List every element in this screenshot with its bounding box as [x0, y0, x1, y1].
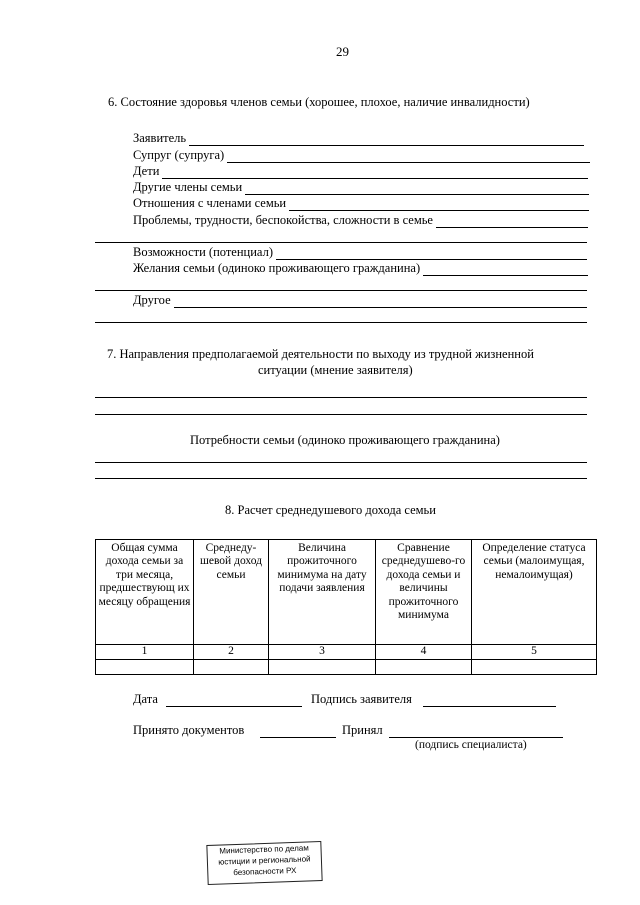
spouse-label: Супруг (супруга): [133, 148, 225, 162]
other-members-field[interactable]: [133, 180, 589, 195]
col-family-status: Определение статуса семьи (малоимущая, немалоимущая): [472, 540, 597, 645]
col-subsistence-minimum: Величина прожиточного минимума на дату подачи заявления: [269, 540, 376, 645]
page-number: 29: [336, 44, 349, 59]
signature-label: Подпись заявителя: [311, 692, 412, 706]
wishes-field[interactable]: [133, 261, 588, 276]
date-label: Дата: [133, 692, 158, 706]
table-cell[interactable]: [269, 660, 376, 675]
table-header-row: [96, 540, 597, 645]
docs-line[interactable]: [260, 737, 336, 738]
section6-title: 6. Состояние здоровья членов семьи (хорошее, плохое, наличие инвалидности): [108, 95, 530, 109]
section7-title-line1: 7. Направления предполагаемой деятельности по выходу из трудной жизненной: [107, 347, 534, 361]
relations-label: Отношения с членами семьи: [133, 196, 287, 210]
applicant-label: Заявитель: [133, 131, 187, 145]
accepted-label: Принял: [342, 723, 383, 737]
col-total-income: Общая сумма дохода семьи за три месяца, предшествующ их месяцу обращения: [96, 540, 194, 645]
wishes-continuation-line[interactable]: [95, 290, 587, 291]
col-number: 4: [376, 645, 472, 660]
applicant-field[interactable]: [133, 131, 584, 146]
table-cell[interactable]: [96, 660, 194, 675]
docs-label: Принято документов: [133, 723, 245, 737]
col-number: 3: [269, 645, 376, 660]
signature-line[interactable]: [423, 706, 556, 707]
problems-field[interactable]: [133, 213, 588, 228]
section7-title-line2: ситуации (мнение заявителя): [258, 363, 413, 377]
col-comparison: Сравнение среднедушево-го дохода семьи и величины прожиточного минимума: [376, 540, 472, 645]
date-line[interactable]: [166, 706, 302, 707]
children-field[interactable]: [133, 164, 588, 179]
capabilities-field[interactable]: [133, 245, 587, 260]
needs-answer-line-2[interactable]: [95, 478, 587, 479]
table-number-row: [96, 645, 597, 660]
table-row: [96, 660, 597, 675]
section7-answer-line-2[interactable]: [95, 414, 587, 415]
wishes-label: Желания семьи (одиноко проживающего гражданина): [133, 261, 421, 275]
other-members-label: Другие члены семьи: [133, 180, 243, 194]
col-number: 1: [96, 645, 194, 660]
section7-answer-line-1[interactable]: [95, 397, 587, 398]
capabilities-label: Возможности (потенциал): [133, 245, 273, 259]
table-cell[interactable]: [194, 660, 269, 675]
col-number: 5: [472, 645, 597, 660]
section8-title: 8. Расчет среднедушевого дохода семьи: [225, 503, 436, 517]
income-calculation-table: [95, 539, 597, 675]
stamp-line-1: Министерство по делам: [219, 843, 309, 856]
other-field[interactable]: [133, 293, 587, 308]
spouse-field[interactable]: [133, 148, 590, 163]
relations-field[interactable]: [133, 196, 589, 211]
stamp-line-3: безопасности РХ: [233, 865, 297, 878]
problems-continuation-line[interactable]: [95, 242, 587, 243]
needs-answer-line-1[interactable]: [95, 462, 587, 463]
problems-label: Проблемы, трудности, беспокойства, сложности в семье: [133, 213, 433, 227]
table-cell[interactable]: [376, 660, 472, 675]
col-number: 2: [194, 645, 269, 660]
ministry-stamp: [206, 841, 322, 885]
stamp-line-2: юстиции и региональной: [218, 854, 311, 867]
accepted-line[interactable]: [389, 737, 563, 738]
needs-heading: Потребности семьи (одиноко проживающего гражданина): [190, 433, 500, 447]
col-per-capita-income: Среднеду-шевой доход семьи: [194, 540, 269, 645]
other-label: Другое: [133, 293, 171, 307]
specialist-note: (подпись специалиста): [415, 739, 527, 751]
other-continuation-line[interactable]: [95, 322, 587, 323]
table-cell[interactable]: [472, 660, 597, 675]
children-label: Дети: [133, 164, 160, 178]
